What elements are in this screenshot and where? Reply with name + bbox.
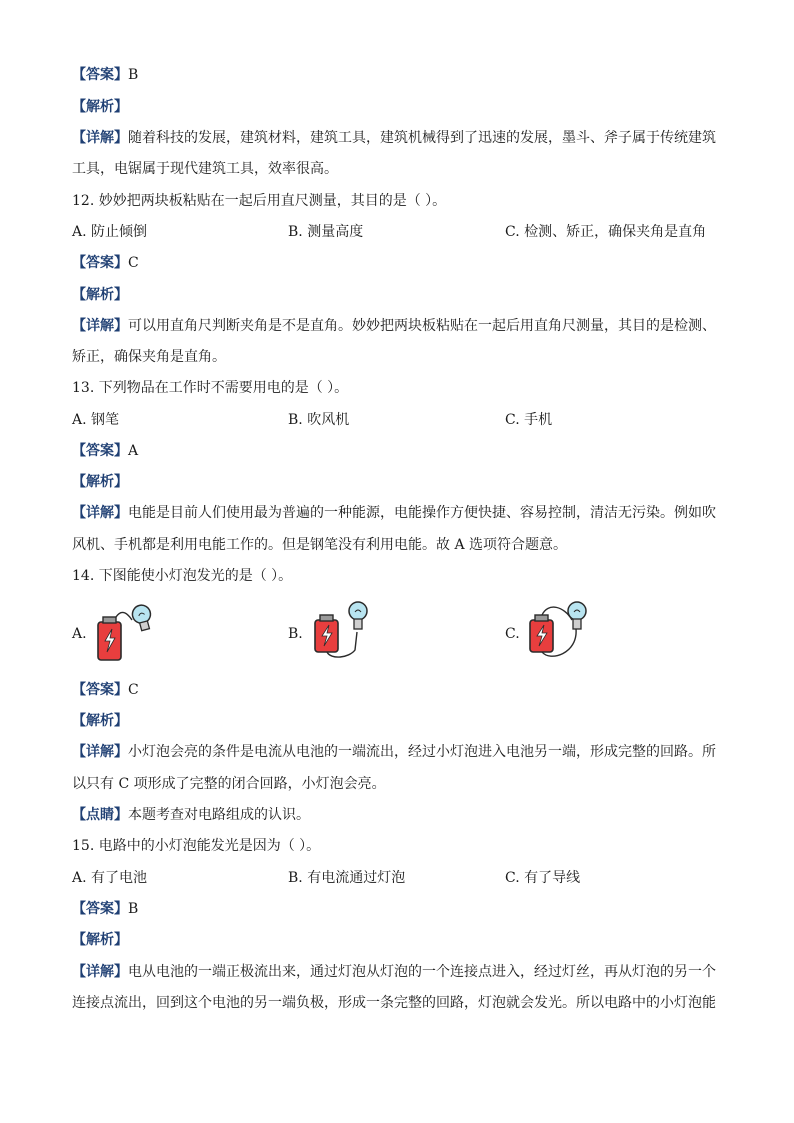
answer-tag: 【答案】 — [72, 255, 128, 271]
light-bulb-icon — [349, 602, 367, 629]
q15-option-a: A. 有了电池 — [72, 870, 148, 886]
battery-icon — [530, 615, 553, 652]
q14-option-b: B. — [288, 626, 303, 642]
detail-text: 风机、手机都是利用电能工作的。但是钢笔没有利用电能。故 A 选项符合题意。 — [72, 537, 568, 553]
question-13-stem: 13. 下列物品在工作时不需要用电的是（ ）。 — [72, 380, 349, 396]
light-bulb-icon — [568, 602, 586, 629]
analysis-tag: 【解析】 — [72, 713, 128, 729]
detail-line — [72, 993, 716, 1013]
q15-option-c: C. 有了导线 — [505, 870, 581, 886]
answer-tag: 【答案】 — [72, 901, 128, 917]
answer-line — [72, 253, 139, 273]
detail-tag: 【详解】 — [72, 318, 128, 334]
q13-option-c: C. 手机 — [505, 412, 553, 428]
answer-value: C — [128, 255, 139, 271]
detail-text: 随着科技的发展，建筑材料，建筑工具，建筑机械得到了迅速的发展，墨斗、斧子属于传统建筑 — [128, 130, 716, 146]
detail-text: 电从电池的一端正极流出来，通过灯泡从灯泡的一个连接点进入，经过灯丝，再从灯泡的另一个 — [128, 964, 716, 980]
detail-line — [72, 128, 716, 148]
q14-option-c: C. — [505, 626, 520, 642]
q12-option-a: A. 防止倾倒 — [72, 224, 148, 240]
answer-tag: 【答案】 — [72, 443, 128, 459]
detail-tag: 【详解】 — [72, 130, 128, 146]
detail-line — [72, 742, 716, 762]
circuit-c-image — [520, 598, 592, 664]
analysis-heading — [72, 930, 128, 950]
answer-tag: 【答案】 — [72, 682, 128, 698]
detail-text: 矫正，确保夹角是直角。 — [72, 349, 226, 365]
question-15-stem: 15. 电路中的小灯泡能发光是因为（ ）。 — [72, 838, 321, 854]
point-line — [72, 805, 310, 825]
answer-tag: 【答案】 — [72, 67, 128, 83]
q14-option-a: A. — [72, 626, 87, 642]
battery-icon — [315, 615, 338, 652]
detail-line — [72, 535, 567, 555]
battery-icon — [98, 617, 121, 660]
detail-text: 工具，电锯属于现代建筑工具，效率很高。 — [72, 161, 338, 177]
point-tag: 【点睛】 — [72, 807, 128, 823]
answer-value: A — [128, 443, 139, 459]
question-14-stem: 14. 下图能使小灯泡发光的是（ ）。 — [72, 568, 293, 584]
answer-line — [72, 65, 138, 85]
detail-line — [72, 316, 716, 336]
analysis-tag: 【解析】 — [72, 287, 128, 303]
q12-option-b: B. 测量高度 — [288, 224, 364, 240]
analysis-heading — [72, 711, 128, 731]
point-text: 本题考查对电路组成的认识。 — [128, 807, 310, 823]
detail-text: 连接点流出，回到这个电池的另一端负极，形成一条完整的回路，灯泡就会发光。所以电路中的小灯泡能 — [72, 995, 716, 1011]
detail-line — [72, 962, 716, 982]
analysis-tag: 【解析】 — [72, 99, 128, 115]
question-12-stem: 12. 妙妙把两块板粘贴在一起后用直尺测量，其目的是（ ）。 — [72, 193, 447, 209]
analysis-tag: 【解析】 — [72, 474, 128, 490]
detail-tag: 【详解】 — [72, 505, 128, 521]
detail-tag: 【详解】 — [72, 964, 128, 980]
q12-option-c: C. 检测、矫正，确保夹角是直角 — [505, 224, 707, 240]
detail-line — [72, 503, 716, 523]
detail-text: 电能是目前人们使用最为普遍的一种能源，电能操作方便快捷、容易控制，清洁无污染。例如吹 — [128, 505, 716, 521]
detail-line — [72, 774, 386, 794]
q13-option-b: B. 吹风机 — [288, 412, 350, 428]
detail-line — [72, 347, 226, 367]
light-bulb-icon — [130, 603, 154, 632]
detail-text: 可以用直角尺判断夹角是不是直角。妙妙把两块板粘贴在一起后用直角尺测量，其目的是检测、 — [128, 318, 716, 334]
answer-line — [72, 441, 138, 461]
circuit-a-image — [88, 600, 160, 666]
answer-line — [72, 680, 139, 700]
detail-tag: 【详解】 — [72, 744, 128, 760]
q15-option-b: B. 有电流通过灯泡 — [288, 870, 406, 886]
detail-line — [72, 159, 338, 179]
detail-text: 小灯泡会亮的条件是电流从电池的一端流出，经过小灯泡进入电池另一端，形成完整的回路。所 — [128, 744, 716, 760]
analysis-heading — [72, 472, 128, 492]
answer-value: B — [128, 901, 139, 917]
answer-line — [72, 899, 138, 919]
detail-text: 以只有 C 项形成了完整的闭合回路，小灯泡会亮。 — [72, 776, 386, 792]
circuit-b-image — [305, 598, 377, 664]
analysis-tag: 【解析】 — [72, 932, 128, 948]
answer-value: B — [128, 67, 139, 83]
answer-value: C — [128, 682, 139, 698]
analysis-heading — [72, 285, 128, 305]
analysis-heading — [72, 97, 128, 117]
q13-option-a: A. 钢笔 — [72, 412, 120, 428]
